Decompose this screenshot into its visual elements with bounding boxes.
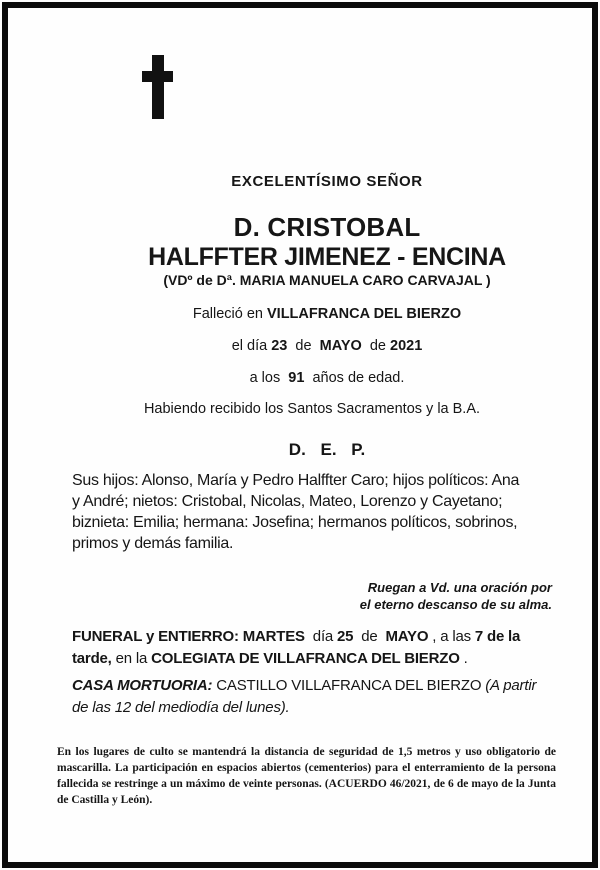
date-sep2: de xyxy=(361,338,390,354)
family-line: biznieta: Emilia; hermana: Josefina; hermanos políticos, sobrinos, xyxy=(72,514,518,531)
date-day: 23 xyxy=(271,338,288,354)
date-sep1: de xyxy=(287,338,320,354)
mortuary-note-start: (A partir xyxy=(485,677,537,694)
age-line xyxy=(102,369,552,387)
funeral-church: COLEGIATA DE VILLAFRANCA DEL BIERZO xyxy=(151,649,460,667)
mortuary-line: de las 12 del mediodía del lunes). xyxy=(72,698,290,716)
date-month: MAYO xyxy=(319,338,362,354)
age-years: 91 xyxy=(288,370,305,386)
prayer-request xyxy=(72,580,552,613)
cross-icon xyxy=(142,55,552,119)
sacraments-line: Habiendo recibido los Santos Sacramentos y la B.A. xyxy=(143,401,481,417)
widower-of-line: (VDº de Dª. MARIA MANUELA CARO CARVAJAL ) xyxy=(163,272,491,288)
family-line: Sus hijos: Alonso, María y Pedro Halffter Caro; hijos políticos: Ana xyxy=(72,472,520,489)
dep-line: D. E. P. xyxy=(288,440,366,459)
header-block xyxy=(102,119,552,387)
deceased-name-line1: D. CRISTOBAL xyxy=(233,212,421,242)
family-line: primos y demás familia. xyxy=(72,535,234,552)
funeral-text: en la xyxy=(111,649,152,667)
funeral-text: . xyxy=(459,649,468,667)
family-paragraph xyxy=(72,470,552,554)
mortuary-place: CASTILLO VILLAFRANCA DEL BIERZO xyxy=(212,677,486,694)
date-prefix: el día xyxy=(231,338,272,354)
mortuary-info xyxy=(72,675,552,718)
date-year: 2021 xyxy=(390,338,423,354)
death-date-line xyxy=(102,337,552,355)
death-place: VILLAFRANCA DEL BIERZO xyxy=(267,306,462,322)
funeral-line xyxy=(72,648,552,670)
honorific-title: EXCELENTÍSIMO SEÑOR xyxy=(231,173,423,190)
prayer-line: el eterno descanso de su alma. xyxy=(359,596,552,612)
funeral-month: MAYO xyxy=(385,628,429,645)
funeral-line xyxy=(72,626,552,648)
funeral-day: 25 xyxy=(337,628,354,645)
funeral-time: 7 de la xyxy=(474,628,521,645)
funeral-info xyxy=(72,626,552,669)
prayer-line: Ruegan a Vd. una oración por xyxy=(367,580,552,595)
funeral-text: , a las xyxy=(428,628,475,645)
notice-content xyxy=(9,9,591,861)
funeral-heading: FUNERAL y ENTIERRO: MARTES xyxy=(72,628,305,645)
funeral-text: día xyxy=(304,628,338,645)
family-line: y André; nietos: Cristobal, Nicolas, Mateo, Lorenzo y Cayetano; xyxy=(72,493,503,510)
age-prefix: a los xyxy=(249,370,289,386)
death-place-prefix: Falleció en xyxy=(192,306,267,322)
funeral-text: de xyxy=(353,628,386,645)
age-suffix: años de edad. xyxy=(304,370,405,386)
mortuary-heading: CASA MORTUORIA: xyxy=(72,677,213,694)
deceased-name-line2: HALFFTER JIMENEZ - ENCINA xyxy=(148,243,506,271)
covid-restrictions-notice: En los lugares de culto se mantendrá la distancia de seguridad de 1,5 metros y uso obligatorio de mascarilla. La participación en espacios abiertos (cementerios) para el enterramiento de la persona fallecida se restringe a un máximo de veinte personas. (ACUERDO 46/2021, de 6 de mayo de la Junta de Castilla y León). xyxy=(57,746,556,806)
mortuary-line xyxy=(72,675,552,697)
funeral-time-cont: tarde, xyxy=(72,649,112,667)
death-place-line xyxy=(102,305,552,323)
